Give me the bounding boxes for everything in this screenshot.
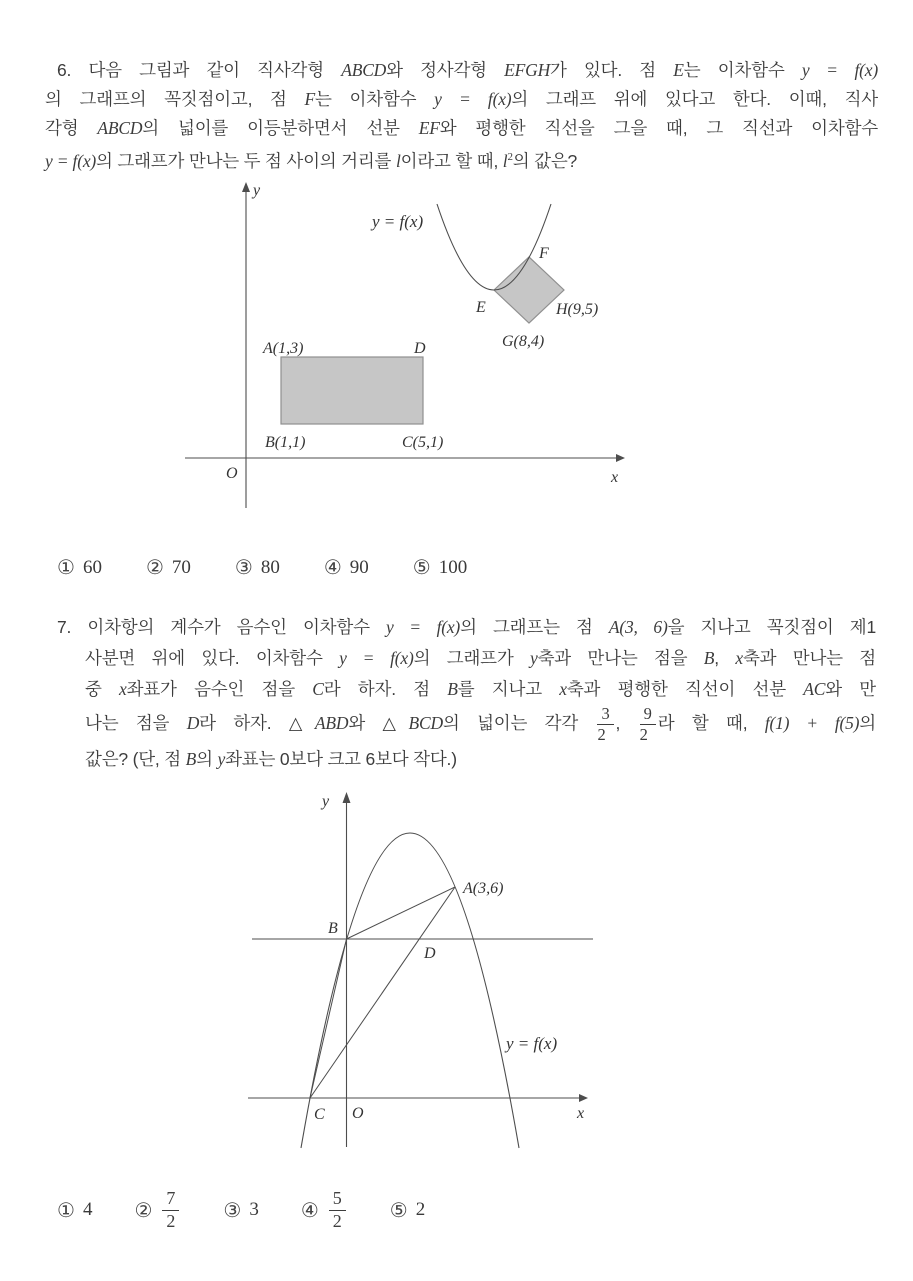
math-segment: y (217, 748, 226, 769)
point-label-C: C(5,1) (402, 434, 444, 451)
point-label-A: A(3,6) (463, 880, 504, 897)
text-segment: , (615, 712, 638, 733)
fraction-denominator: 2 (597, 724, 606, 744)
text-segment: 를 지나고 (457, 679, 560, 699)
circled-number: ⑤ (412, 557, 431, 579)
math-segment: y = f(x) (434, 89, 512, 109)
math-segment: ABD (314, 712, 349, 733)
text-segment: 의 그래프는 점 (460, 617, 609, 637)
option-value: 100 (438, 556, 468, 578)
text-segment: 축과 만나는 점을 (537, 648, 704, 668)
math-segment: ABCD (341, 60, 387, 80)
segment-BA (347, 887, 456, 939)
math-segment: D (186, 712, 200, 733)
x-axis-label: x (611, 469, 619, 486)
option-value: 70 (171, 556, 191, 578)
option-1 (57, 555, 102, 580)
problem7-text (57, 612, 877, 775)
fraction (162, 1189, 179, 1231)
option-4 (324, 555, 369, 580)
circled-number: ① (57, 1199, 75, 1222)
circled-number: ③ (234, 557, 253, 579)
math-segment: x (119, 679, 127, 699)
x-axis-arrow-icon (616, 454, 625, 462)
math-segment: f(1) + f(5) (764, 712, 860, 733)
math-segment: x (735, 648, 743, 668)
option-value: 3 (249, 1199, 259, 1220)
text-segment: , (714, 648, 736, 668)
fraction (329, 1189, 346, 1231)
circled-number: ③ (223, 1199, 242, 1222)
math-segment: x (559, 679, 567, 699)
circled-number: ④ (323, 557, 342, 579)
problem-text-line (57, 612, 876, 643)
text-segment: 는 이차함수 (315, 89, 435, 109)
point-label-G: G(8,4) (502, 333, 545, 350)
text-segment: 사분면 위에 있다. 이차함수 (85, 648, 340, 668)
text-segment: 의 그래프가 (413, 648, 530, 668)
text-segment: 값은? (단, 점 (85, 748, 186, 769)
point-label-B: B(1,1) (265, 434, 306, 451)
math-segment: F (304, 89, 316, 109)
square-EFGH (494, 257, 564, 323)
text-segment: 와 (348, 712, 383, 733)
problem6-text (45, 56, 878, 176)
y-axis-arrow-icon (242, 182, 250, 192)
math-segment: B (185, 748, 197, 769)
option-value: 4 (82, 1199, 93, 1220)
math-segment: B (703, 648, 715, 668)
point-label-C: C (314, 1106, 325, 1123)
rectangle-ABCD (281, 357, 423, 424)
point-label-F: F (539, 245, 549, 262)
problem-text-line (85, 705, 876, 744)
text-segment: 라 하자. (199, 712, 289, 733)
math-segment: y = f(x) (339, 648, 414, 668)
text-segment: 의 그래프 위에 있다고 한다. 이때, 직사 (511, 89, 878, 109)
text-segment: 나는 점을 (85, 712, 187, 733)
x-axis-arrow-icon (579, 1094, 588, 1102)
option-value: 60 (82, 556, 102, 578)
option-5 (390, 1198, 425, 1223)
math-segment: l (502, 151, 508, 171)
circled-number: ① (57, 557, 75, 579)
circled-number: ② (134, 1199, 153, 1222)
fraction (597, 705, 613, 744)
text-segment: 축과 평행한 직선이 선분 (566, 679, 804, 699)
y-axis-label: y (253, 182, 261, 199)
text-segment: 축과 만나는 점 (742, 648, 877, 668)
math-segment: l (395, 151, 401, 171)
math-segment: B (447, 679, 458, 699)
math-segment: E (673, 60, 684, 80)
superscript-segment: 2 (507, 151, 513, 163)
segment-CA (310, 887, 455, 1098)
option-3 (235, 555, 280, 580)
math-segment: C (312, 679, 324, 699)
fraction-numerator: 3 (597, 705, 613, 725)
text-segment: 의 (196, 748, 218, 769)
text-segment: 각형 (45, 118, 98, 138)
option-value: 90 (349, 556, 369, 578)
text-segment: 이라고 할 때, (400, 151, 503, 171)
text-segment: 가 있다. 점 (550, 60, 674, 80)
circled-number: ② (145, 557, 164, 579)
option-3 (223, 1198, 258, 1223)
text-segment: 좌표가 음수인 점을 (126, 679, 313, 699)
text-segment: 와 만 (825, 679, 876, 699)
problem-text-line (85, 744, 876, 775)
circled-number: ④ (300, 1199, 319, 1222)
text-segment: 라 할 때, (657, 712, 765, 733)
text-segment: 의 값은? (512, 151, 578, 171)
problem-text-line (57, 56, 878, 85)
curve-label: y = f(x) (372, 212, 424, 231)
problem7-options (57, 1186, 425, 1234)
problem-text-line (85, 643, 876, 674)
y-axis-label: y (322, 793, 330, 810)
fraction-numerator: 9 (640, 705, 656, 725)
point-label-D: D (424, 945, 436, 962)
math-segment: BCD (408, 712, 443, 733)
text-segment: 는 이차함수 (683, 60, 802, 80)
math-segment: ABCD (97, 118, 143, 138)
math-segment: y = f(x) (45, 151, 97, 171)
option-2 (134, 1189, 181, 1231)
text-segment: 와 평행한 직선을 그을 때, 그 직선과 이차함수 (439, 118, 878, 138)
fraction-denominator: 2 (166, 1210, 176, 1231)
problem6-options (57, 553, 467, 582)
text-segment: 의 (859, 712, 877, 733)
problem-text-line (45, 85, 878, 114)
x-axis-label: x (577, 1105, 585, 1122)
math-segment: y = f(x) (386, 617, 461, 637)
text-segment: 중 (85, 679, 120, 699)
math-segment: AC (803, 679, 826, 699)
figure-problem7 (240, 786, 610, 1158)
option-4 (301, 1189, 348, 1231)
fraction (640, 705, 656, 744)
text-segment: 와 정사각형 (386, 60, 505, 80)
text-segment: 의 그래프가 만나는 두 점 사이의 거리를 (96, 151, 396, 171)
math-segment: y (530, 648, 538, 668)
text-segment: 좌표는 0보다 크고 6보다 작다.) (225, 748, 457, 769)
y-axis-arrow-icon (343, 792, 351, 803)
option-2 (146, 555, 191, 580)
option-value: 80 (260, 556, 280, 578)
point-label-H: H(9,5) (556, 301, 599, 318)
text-segment: 의 넓이는 각각 (442, 712, 596, 733)
text-segment: 의 넓이를 이등분하면서 선분 (142, 118, 419, 138)
point-label-E: E (476, 299, 486, 316)
math-segment: A(3, 6) (608, 617, 668, 637)
fraction-denominator: 2 (332, 1210, 342, 1231)
math-segment: EF (418, 118, 440, 138)
problem-text-line (45, 143, 878, 176)
math-segment: y = f(x) (801, 60, 879, 80)
point-label-D: D (414, 340, 426, 357)
triangle-symbol: △ (382, 712, 409, 733)
origin-label: O (226, 465, 238, 482)
text-segment: 6. 다음 그림과 같이 직사각형 (57, 60, 342, 80)
figure-problem6 (180, 176, 630, 516)
point-label-A: A(1,3) (263, 340, 304, 357)
triangle-symbol: △ (288, 712, 315, 733)
point-label-B: B (328, 920, 338, 937)
circled-number: ⑤ (389, 1199, 408, 1222)
fraction-denominator: 2 (639, 724, 648, 744)
fraction-numerator: 7 (162, 1189, 179, 1210)
problem-text-line (85, 674, 876, 705)
origin-label: O (352, 1105, 364, 1122)
option-value: 2 (415, 1199, 426, 1220)
math-segment: EFGH (504, 60, 551, 80)
option-1 (57, 1198, 92, 1223)
problem-text-line (45, 114, 878, 143)
segment-CB (310, 939, 347, 1098)
curve-label: y = f(x) (506, 1034, 558, 1053)
text-segment: 7. 이차항의 계수가 음수인 이차함수 (57, 617, 386, 637)
text-segment: 라 하자. 점 (323, 679, 448, 699)
text-segment: 의 그래프의 꼭짓점이고, 점 (45, 89, 305, 109)
text-segment: 을 지나고 꼭짓점이 제1 (667, 617, 877, 637)
option-5 (413, 555, 467, 580)
fraction-numerator: 5 (329, 1189, 346, 1210)
